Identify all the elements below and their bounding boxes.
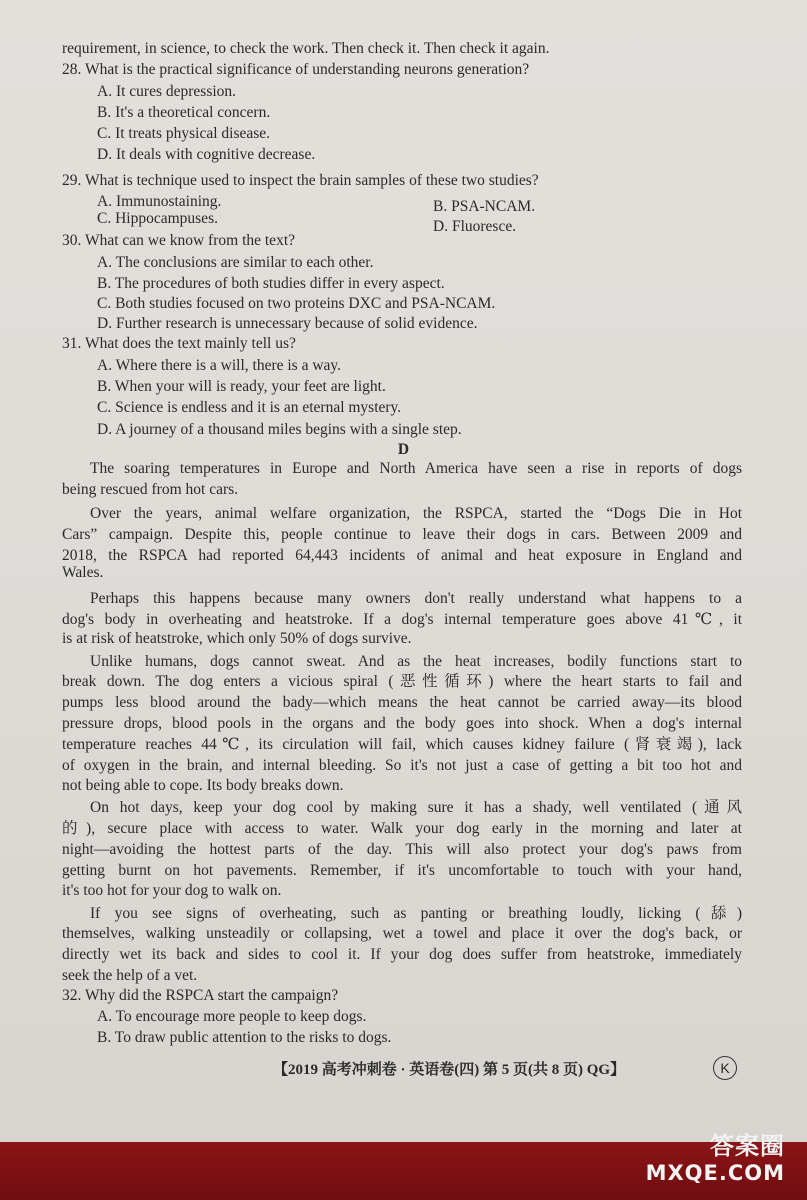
passage-line: of oxygen in the brain, and internal bleeding. So it's not just a case of getting a bit too hot and [62, 757, 742, 774]
question-29-option-b: B. PSA-NCAM. [433, 198, 536, 215]
watermark [646, 1132, 785, 1186]
passage-line: If you see signs of overheating, such as panting or breathing loudly, licking (舔) [90, 905, 742, 922]
question-29-option-c: C. Hippocampuses. [97, 210, 218, 227]
passage-line: 的), secure place with access to water. Walk your dog early in the morning and later at [62, 820, 742, 837]
question-28-option-b: B. It's a theoretical concern. [97, 104, 271, 121]
question-28-stem: 28. What is the practical significance of understanding neurons generation? [62, 61, 530, 78]
passage-line: dog's body in overheating and heatstroke. If a dog's internal temperature goes above 41℃, it [62, 611, 742, 628]
passage-line: is at risk of heatstroke, which only 50% of dogs survive. [62, 630, 412, 647]
passage-line: Perhaps this happens because many owners don't really understand what happens to a [90, 590, 742, 607]
question-28-option-a: A. It cures depression. [97, 83, 237, 100]
question-32-stem: 32. Why did the RSPCA start the campaign? [62, 987, 339, 1004]
question-30-option-d: D. Further research is unnecessary because of solid evidence. [97, 315, 478, 332]
passage-line: night—avoiding the hottest parts of the day. This will also protect your dog's paws from [62, 841, 742, 858]
question-29-option-a: A. Immunostaining. [97, 193, 222, 210]
question-30-option-a: A. The conclusions are similar to each other. [97, 254, 374, 271]
question-29-option-d: D. Fluoresce. [433, 218, 517, 235]
question-31-option-a: A. Where there is a will, there is a way. [97, 357, 342, 374]
passage-line: Cars” campaign. Despite this, people continue to leave their dogs in cars. Between 2009 and [62, 526, 742, 543]
passage-line: Over the years, animal welfare organization, the RSPCA, started the “Dogs Die in Hot [90, 505, 742, 522]
passage-line: seek the help of a vet. [62, 967, 198, 984]
passage-line: Wales. [62, 564, 104, 581]
question-29-stem: 29. What is technique used to inspect the brain samples of these two studies? [62, 172, 539, 189]
question-32-option-b: B. To draw public attention to the risks to dogs. [97, 1029, 392, 1046]
passage-line: getting burnt on hot pavements. Remember, if it's uncomfortable to touch with your hand, [62, 862, 742, 879]
passage-line: break down. The dog enters a vicious spiral (恶性循环) where the heart starts to fail and [62, 673, 742, 690]
question-31-option-b: B. When your will is ready, your feet are light. [97, 378, 386, 395]
question-31-option-d: D. A journey of a thousand miles begins with a single step. [97, 421, 462, 438]
question-32-option-a: A. To encourage more people to keep dogs. [97, 1008, 367, 1025]
passage-line: Unlike humans, dogs cannot sweat. And as the heat increases, bodily functions start to [90, 653, 742, 670]
passage-line: pumps less blood around the bady—which means the heat cannot be carried away—its blood [62, 694, 742, 711]
passage-line: being rescued from hot cars. [62, 481, 239, 498]
version-badge: K [713, 1056, 737, 1080]
question-30-stem: 30. What can we know from the text? [62, 232, 295, 249]
question-30-option-b: B. The procedures of both studies differ in every aspect. [97, 275, 445, 292]
watermark-logo: 答案圈 [710, 1132, 785, 1160]
question-30-option-c: C. Both studies focused on two proteins DXC and PSA-NCAM. [97, 295, 496, 312]
carryover-line: requirement, in science, to check the work. Then check it. Then check it again. [62, 40, 550, 57]
passage-line: On hot days, keep your dog cool by making sure it has a shady, well ventilated (通风 [90, 799, 742, 816]
passage-line: temperature reaches 44℃, its circulation will fail, which causes kidney failure (肾衰竭), lack [62, 736, 742, 753]
passage-line: pressure drops, blood pools in the organs and the body goes into shock. When a dog's internal [62, 715, 742, 732]
question-28-option-d: D. It deals with cognitive decrease. [97, 146, 316, 163]
passage-line: not being able to cope. Its body breaks down. [62, 777, 344, 794]
question-31-option-c: C. Science is endless and it is an eternal mystery. [97, 399, 402, 416]
passage-line: The soaring temperatures in Europe and North America have seen a rise in reports of dogs [90, 460, 742, 477]
section-heading: D [397, 441, 410, 458]
passage-line: directly wet its back and sides to cool it. If your dog does suffer from heatstroke, immediately [62, 946, 742, 963]
passage-line: themselves, walking unsteadily or collapsing, wet a towel and place it over the dog's back, or [62, 925, 742, 942]
passage-line: it's too hot for your dog to walk on. [62, 882, 282, 899]
page-footer: 【2019 高考冲刺卷 · 英语卷(四) 第 5 页(共 8 页) QG】 [273, 1062, 626, 1078]
question-28-option-c: C. It treats physical disease. [97, 125, 271, 142]
watermark-url: MXQE.COM [645, 1161, 785, 1185]
passage-line: 2018, the RSPCA had reported 64,443 incidents of animal and heat exposure in England and [62, 547, 742, 564]
question-31-stem: 31. What does the text mainly tell us? [62, 335, 296, 352]
